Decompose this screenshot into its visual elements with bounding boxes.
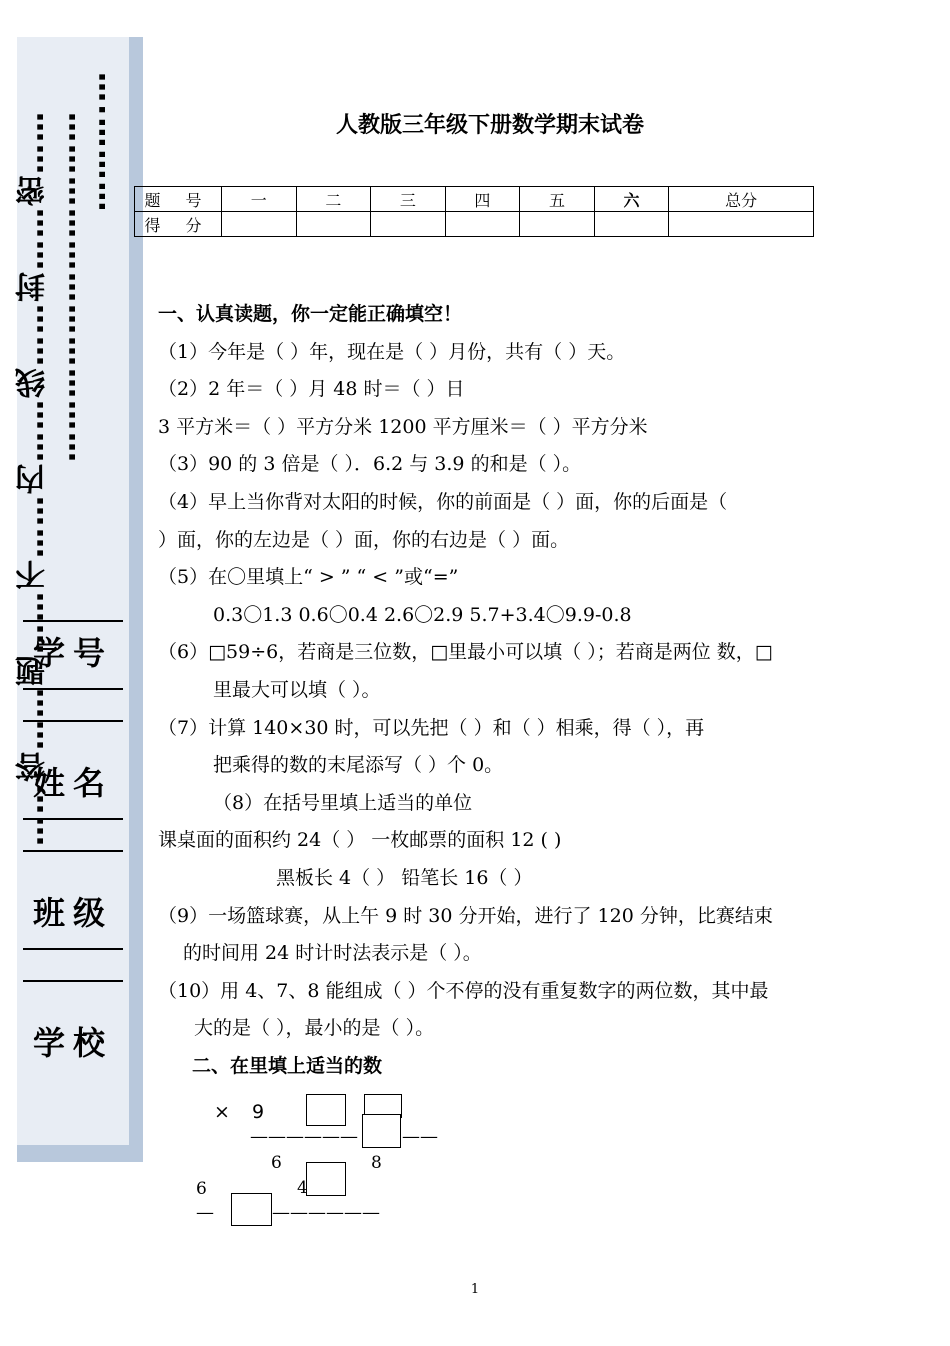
sidebar-shadow-bottom (17, 1145, 143, 1162)
digit-six-a: 6 (271, 1153, 282, 1173)
underline-1b: —— (402, 1126, 438, 1147)
page-title: 人教版三年级下册数学期末试卷 (335, 113, 644, 138)
digit-four: 4 (297, 1178, 308, 1198)
blank-box[interactable] (231, 1193, 272, 1226)
blank-box[interactable] (362, 1114, 401, 1148)
blank-box[interactable] (306, 1094, 346, 1126)
score-cell[interactable] (445, 212, 520, 237)
field-label: 姓名 (32, 764, 113, 802)
page-number: 1 (470, 1282, 480, 1297)
question-7b: 把乘得的数的末尾添写（ ）个 0。 (213, 754, 504, 777)
score-table-header: 二 (296, 187, 371, 212)
underline-2a: — (196, 1202, 214, 1223)
question-10b: 大的是（ ），最小的是（ ）。 (194, 1017, 435, 1040)
score-cell[interactable] (222, 212, 297, 237)
question-4a: （4）早上当你背对太阳的时候，你的前面是（ ）面，你的后面是（ (158, 490, 728, 513)
score-table-header: 题 号 (135, 187, 222, 212)
section-2-title: 二、在里填上适当的数 (192, 1054, 383, 1077)
score-cell[interactable] (296, 212, 371, 237)
score-cell[interactable] (371, 212, 446, 237)
question-6b: 里最大可以填（ ）。 (213, 678, 381, 701)
score-cell[interactable] (669, 212, 814, 237)
score-table-header: 六 (594, 187, 669, 212)
seal-line-dots-1: ……….… (78, 70, 113, 212)
question-8: （8）在括号里填上适当的单位 (213, 791, 473, 814)
score-table-row (135, 212, 814, 237)
field-label: 班级 (32, 894, 113, 932)
question-6a: （6）□59÷6，若商是三位数，□里最小可以填（ ）；若商是两位 数，□ (158, 641, 773, 664)
question-8a: 课桌面的面积约 24（ ） 一枚邮票的面积 12 ( ) (158, 829, 562, 852)
field-label: 学号 (32, 634, 113, 672)
score-table-header-row (135, 187, 814, 212)
section-1-title: 一、认真读题，你一定能正确填空！ (158, 303, 463, 325)
question-4b: ）面，你的左边是（ ）面，你的右边是（ ）面。 (158, 528, 570, 551)
digit-nine: 9 (252, 1101, 265, 1123)
class-field[interactable] (18, 840, 128, 940)
field-label: 学校 (32, 1024, 113, 1062)
exam-content (158, 296, 838, 1085)
student-info-fields (18, 580, 128, 1070)
question-3: （3）90 的 3 倍是（ ）．6.2 与 3.9 的和是（ ）。 (158, 453, 582, 476)
student-number-field[interactable] (18, 580, 128, 680)
seal-line-warning: ……答……题……不……内……线……封……密…… (16, 110, 51, 846)
times-sign: × (214, 1101, 230, 1123)
digit-six-b: 6 (196, 1179, 207, 1199)
score-table-header: 一 (222, 187, 297, 212)
score-table-header: 五 (520, 187, 595, 212)
score-table-header: 三 (371, 187, 446, 212)
score-table-header: 四 (445, 187, 520, 212)
school-field[interactable] (18, 970, 128, 1070)
score-table-header: 总分 (669, 187, 814, 212)
score-cell[interactable] (594, 212, 669, 237)
question-9b: 的时间用 24 时计时法表示是（ ）。 (183, 942, 482, 965)
underline-1: —————— (250, 1126, 358, 1147)
question-1: （1）今年是（ ）年，现在是（ ）月份，共有（ ）天。 (158, 340, 626, 363)
seal-line-dots-2: …………………………… (48, 110, 83, 462)
score-table (134, 186, 814, 237)
underline-2b: —————— (272, 1202, 380, 1223)
student-name-field[interactable] (18, 710, 128, 810)
question-5b: 0.3〇1.3 0.6〇0.4 2.6〇2.9 5.7+3.4〇9.9-0.8 (213, 603, 632, 626)
question-2a: （2）2 年＝（ ）月 48 时＝（ ）日 (158, 378, 465, 401)
blank-box[interactable] (306, 1162, 346, 1196)
score-cell[interactable] (520, 212, 595, 237)
question-10a: （10）用 4、7、8 能组成（ ）个不停的没有重复数字的两位数，其中最 (158, 979, 769, 1002)
question-2b: 3 平方米＝（ ）平方分米 1200 平方厘米＝（ ）平方分米 (158, 415, 648, 438)
score-row-label: 得 分 (135, 212, 222, 237)
question-8b: 黑板长 4（ ） 铅笔长 16（ ） (276, 866, 533, 889)
question-5a: （5）在〇里填上“ > ” “ < ”或“=” (158, 566, 459, 589)
question-9a: （9）一场篮球赛，从上午 9 时 30 分开始，进行了 120 分钟，比赛结束 (158, 904, 773, 927)
digit-eight: 8 (371, 1153, 382, 1173)
question-7a: （7）计算 140×30 时，可以先把（ ）和（ ）相乘，得（ ），再 (158, 716, 705, 739)
